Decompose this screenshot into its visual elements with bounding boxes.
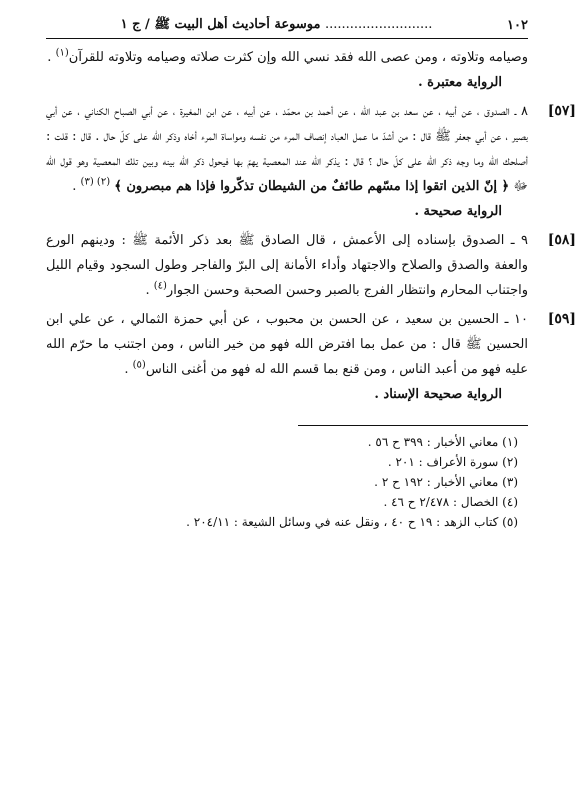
quran-quote: ﴿ إنّ الذين اتقوا إذا مسّهم طائفٌ من الشيطان تذكّروا فإذا هم مبصرون ﴾ [114, 179, 510, 194]
entry-text-57 [46, 99, 528, 199]
footnote-ref-2-3: (٢) (٣) [80, 176, 111, 188]
hadith-entry-58 [46, 228, 576, 303]
footnote-4: (٤) الخصال : ٢/٤٧٨ ح ٤٦ . [383, 495, 518, 509]
intro-text: وصيامه وتلاوته ، ومن عصى الله فقد نسي الله وإن كثرت صلاته وصيامه وتلاوته للقرآن [68, 50, 528, 65]
narration-grade-2: الرواية صحيحة . [414, 204, 502, 219]
footnote-5: (٥) كتاب الزهد : ١٩ ح ٤٠ ، ونقل عنه في وسائل الشيعة : ٢٠٤/١١ . [186, 515, 518, 529]
page-header [46, 14, 528, 36]
footnote-separator [298, 425, 528, 426]
entry-number-58: [٥٨] [547, 232, 576, 248]
intro-end: . [47, 50, 52, 65]
footnote-ref-1: (١) [55, 47, 69, 59]
header-rule [46, 38, 528, 39]
entry-57-end: . [72, 179, 77, 194]
narration-grade-3: الرواية صحيحة الإسناد . [374, 387, 502, 402]
title-leader-dots: .......................... [324, 16, 433, 32]
page-number: ١٠٢ [507, 17, 528, 33]
footnote-1: (١) معاني الأخبار : ٣٩٩ ح ٥٦ . [367, 435, 518, 449]
footnote-2: (٢) سورة الأعراف : ٢٠١ . [387, 455, 518, 469]
entry-57-body: ٨ ـ الصدوق ، عن أبيه ، عن سعد بن عبد الله ، عن أحمد بن محمّد ، عن أبيه ، عن ابن المغيرة ، عن أبي الصباح الكناني ، عن أبي بصير ، عن أبي جعفر ﷺ قال : من أشدّ ما عمل العباد إنصاف المرء من نفسه ومواساة المرء أخاه وذكر الله على كلّ حال . قال : قلت : أصلحك الله وما وجه ذكر الله على كلّ حال ؟ قال : يذكر الله عند المعصية يهمّ بها فيحول ذكر الله بينه وبين تلك المعصية وهو قول الله ﷻ [46, 104, 528, 194]
entry-text-59 [46, 307, 528, 382]
footnote-3: (٣) معاني الأخبار : ١٩٢ ح ٢ . [374, 475, 518, 489]
entry-58-body: ٩ ـ الصدوق بإسناده إلى الأعمش ، قال الصادق ﷺ بعد ذكر الأئمة ﷺ : ودينهم الورع والعفة والصدق والصلاح والاجتهاد وأداء الأمانة إلى البرّ والفاجر وطول السجود وقيام الليل واجتناب المحارم وانتظار الفرج بالصبر وحسن الصحبة وحسن الجوار [46, 233, 528, 298]
intro-paragraph [46, 45, 528, 70]
hadith-entry-57 [46, 99, 576, 199]
volume-label: / ج ١ [120, 16, 150, 32]
book-title: موسوعة أحاديث أهل البيت ﷺ [154, 16, 321, 32]
entry-text-58 [46, 228, 528, 303]
hadith-entry-59 [46, 307, 576, 382]
entry-number-59: [٥٩] [547, 311, 576, 327]
footnotes [46, 432, 528, 532]
running-title [46, 16, 507, 35]
footnote-ref-5: (٥) [132, 359, 146, 371]
footnote-ref-4: (٤) [153, 280, 167, 292]
narration-grade-1: الرواية معتبرة . [418, 75, 502, 90]
entry-58-end: . [145, 283, 150, 298]
entry-59-body: ١٠ ـ الحسين بن سعيد ، عن الحسن بن محبوب ، عن أبي حمزة الثمالي ، عن علي ابن الحسين ﷺ قال : من عمل بما افترض الله فهو من خير الناس ، ومن اجتنب ما حرّم الله عليه فهو من أعبد الناس ، ومن قنع بما قسم الله له فهو من أغنى الناس [46, 312, 528, 377]
entry-number-57: [٥٧] [547, 103, 576, 119]
entry-59-end: . [124, 362, 129, 377]
